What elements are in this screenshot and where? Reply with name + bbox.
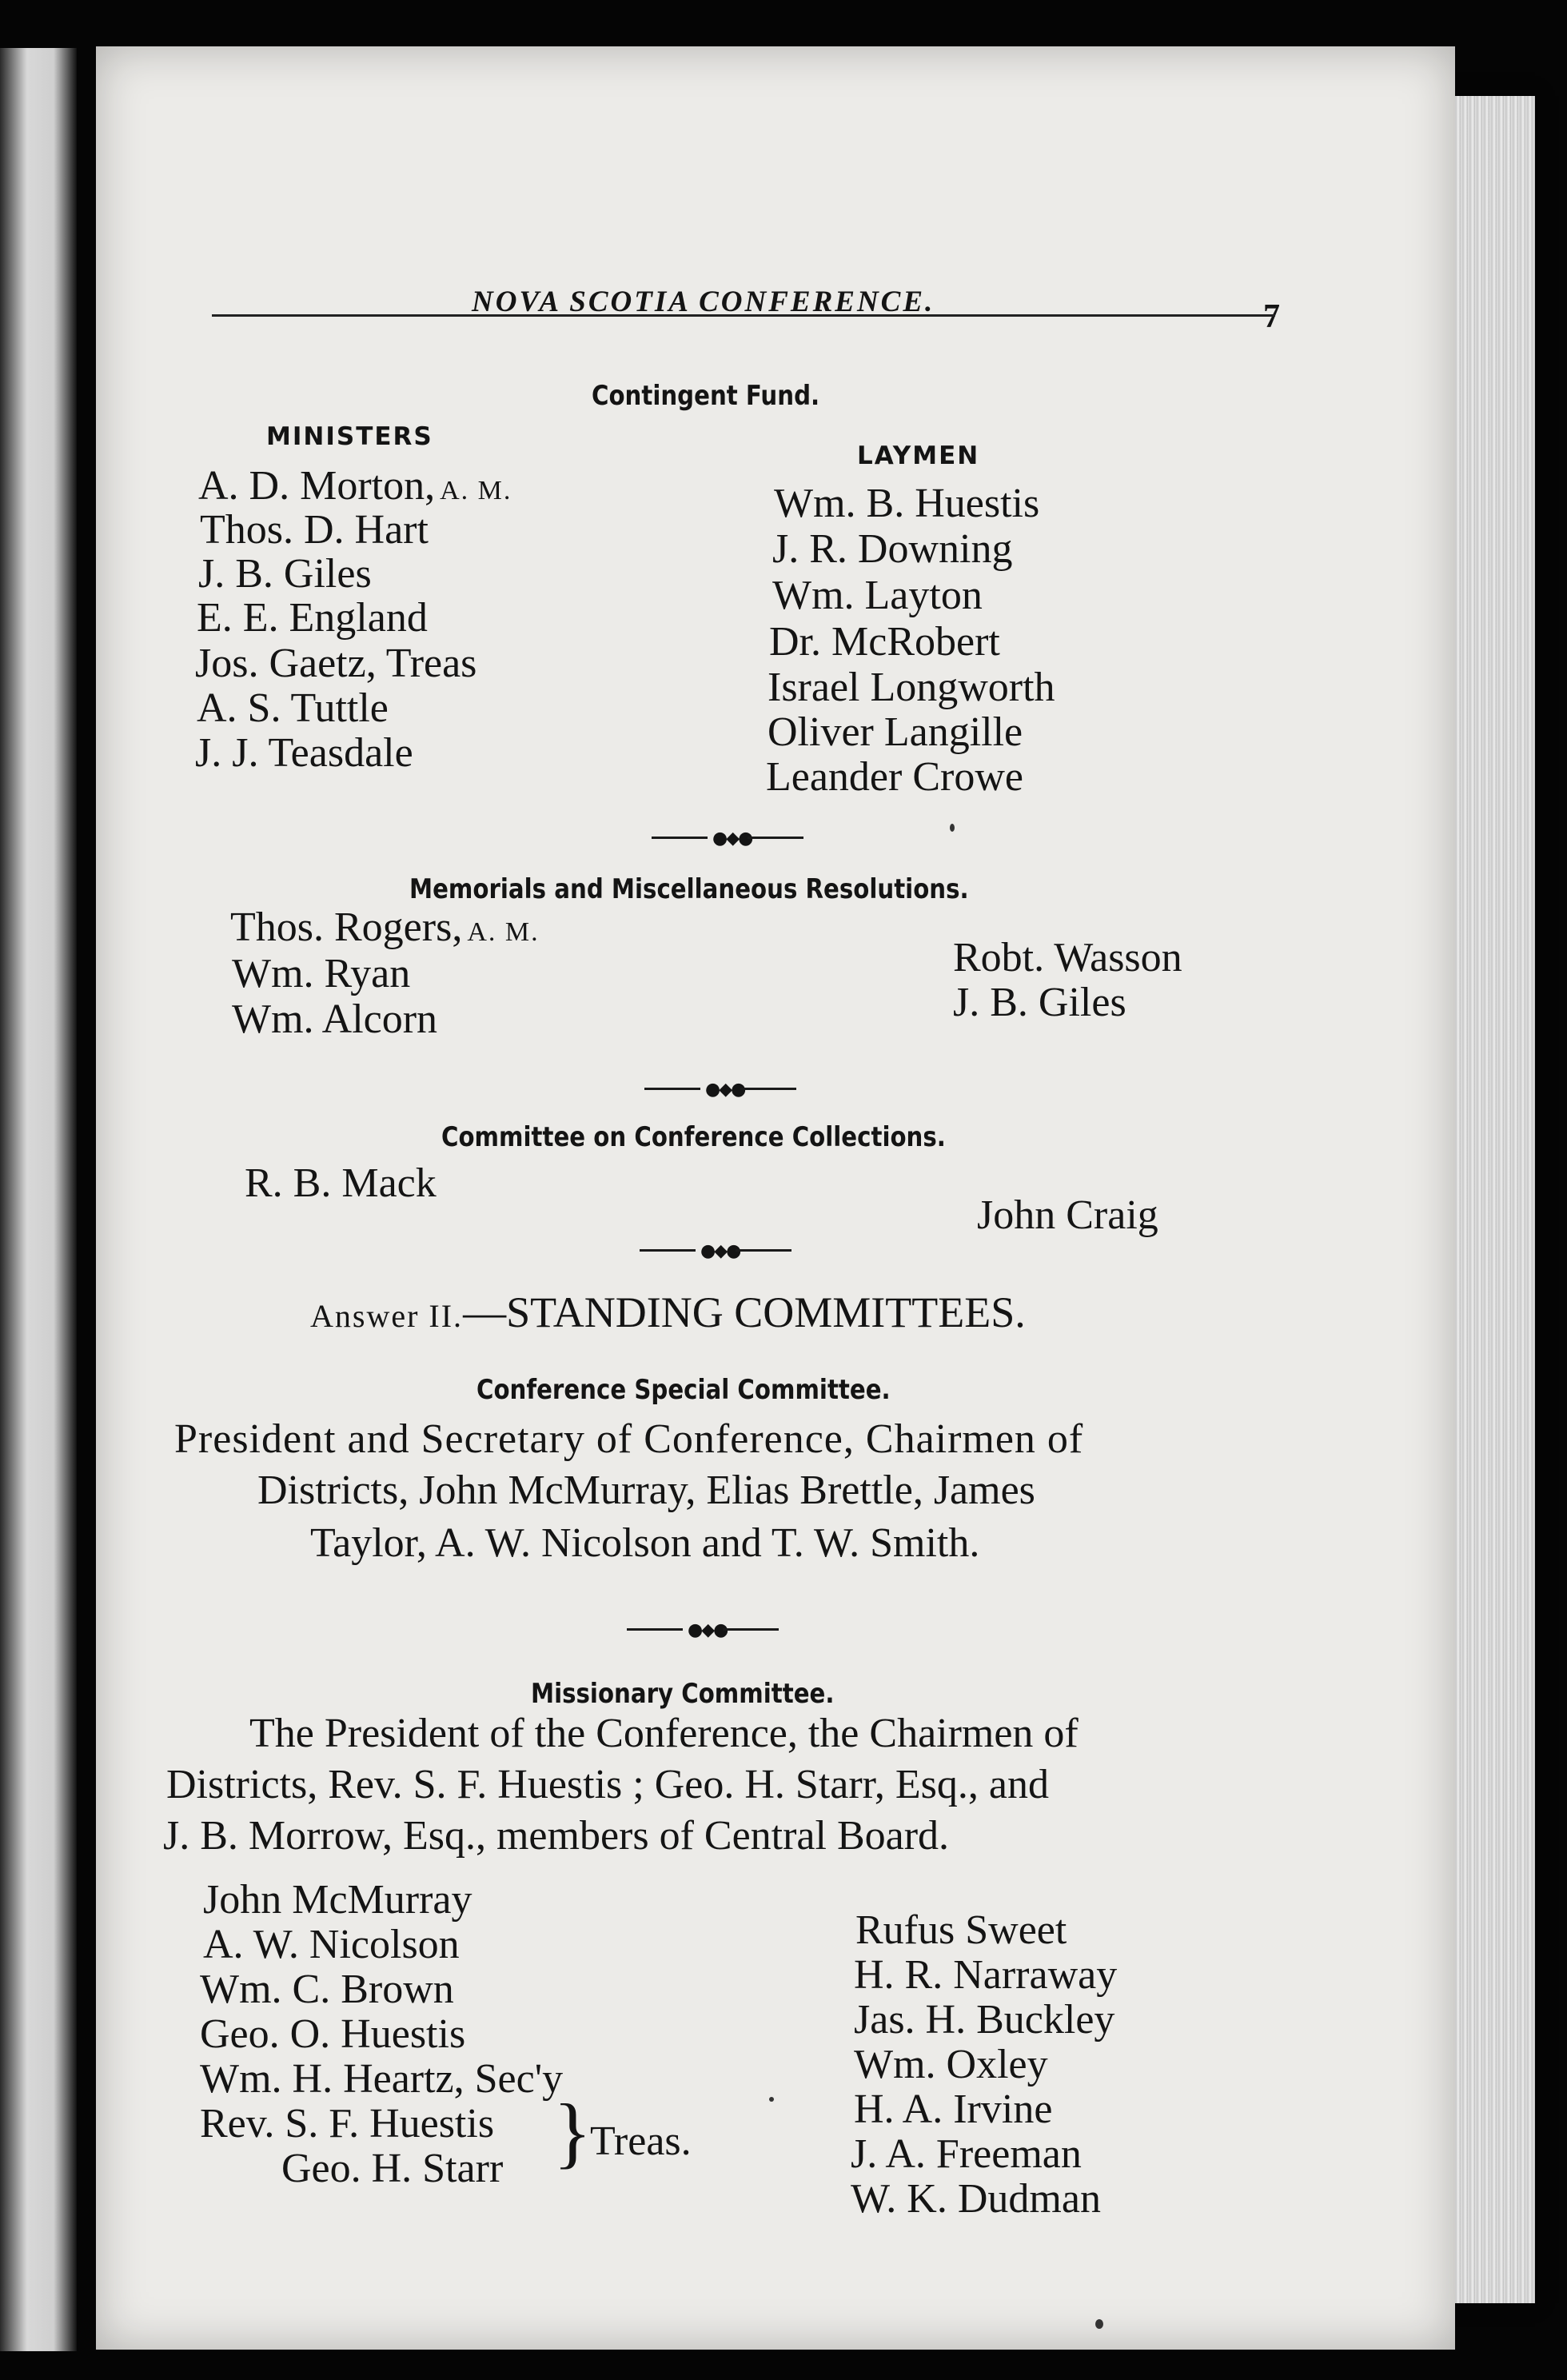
list-item: Israel Longworth <box>768 665 1055 710</box>
list-item: John Craig <box>977 1192 1158 1238</box>
list-item: Thos. Rogers, A. M. <box>230 904 540 950</box>
ornament-divider: ●◆● <box>644 1080 796 1097</box>
memorials-title: Memorials and Miscellaneous Resolutions. <box>409 873 969 905</box>
list-item: Rev. S. F. Huestis <box>200 2101 495 2146</box>
list-item: J. B. Giles <box>198 551 372 597</box>
list-item: J. R. Downing <box>772 526 1013 572</box>
paragraph-line: Districts, John McMurray, Elias Brettle, James <box>257 1468 1035 1513</box>
ornament-divider: ●◆● <box>627 1620 779 1638</box>
treas-label: Treas. <box>590 2118 692 2164</box>
paragraph-line: J. B. Morrow, Esq., members of Central Board. <box>163 1813 950 1859</box>
missionary-committee-title: Missionary Committee. <box>531 1678 835 1710</box>
ministers-label: MINISTERS <box>266 422 433 451</box>
list-item: Wm. Alcorn <box>232 996 438 1042</box>
list-item: Geo. O. Huestis <box>200 2011 466 2057</box>
list-item: Wm. Layton <box>772 573 983 618</box>
contingent-fund-title: Contingent Fund. <box>592 380 820 412</box>
ornament-divider: ●◆● <box>652 829 803 846</box>
list-item: Jos. Gaetz, Treas <box>195 641 477 686</box>
previous-page-edge <box>0 48 77 2351</box>
list-item: J. J. Teasdale <box>195 730 413 776</box>
paragraph-line: President and Secretary of Conference, Chairmen of <box>174 1416 1084 1462</box>
list-item: A. D. Morton, A. M. <box>198 463 512 509</box>
paragraph-line: Taylor, A. W. Nicolson and T. W. Smith. <box>310 1520 980 1566</box>
list-item: Oliver Langille <box>768 709 1023 755</box>
running-head: NOVA SCOTIA CONFERENCE. <box>472 286 935 318</box>
list-item: A. W. Nicolson <box>203 1922 460 1967</box>
list-item: Thos. D. Hart <box>200 507 429 553</box>
brace-glyph: } <box>553 2087 592 2176</box>
page-number: 7 <box>1263 298 1280 335</box>
collections-title: Committee on Conference Collections. <box>441 1121 946 1153</box>
list-item: A. S. Tuttle <box>197 685 389 731</box>
header-rule <box>212 314 1275 317</box>
list-item: E. E. England <box>197 595 428 641</box>
list-item: Wm. Ryan <box>232 951 411 996</box>
list-item: John McMurray <box>203 1877 472 1923</box>
list-item: H. A. Irvine <box>854 2086 1053 2132</box>
ornament-divider: ●◆● <box>640 1241 791 1259</box>
scan-speck <box>769 2097 774 2102</box>
list-item: Rufus Sweet <box>855 1907 1067 1953</box>
list-item: J. A. Freeman <box>851 2131 1082 2177</box>
list-item: Wm. H. Heartz, Sec'y <box>200 2056 564 2102</box>
list-item: Dr. McRobert <box>769 619 1000 665</box>
list-item: Robt. Wasson <box>953 935 1182 980</box>
scan-speck <box>950 824 955 832</box>
list-item: Jas. H. Buckley <box>854 1997 1115 2043</box>
list-item: W. K. Dudman <box>851 2176 1101 2222</box>
list-item: Geo. H. Starr <box>281 2146 504 2191</box>
list-item: J. B. Giles <box>953 980 1126 1025</box>
list-item: Wm. C. Brown <box>200 1967 454 2012</box>
list-item: H. R. Narraway <box>854 1952 1118 1998</box>
list-item: Leander Crowe <box>766 754 1023 800</box>
list-item: R. B. Mack <box>245 1160 437 1206</box>
paragraph-line: Districts, Rev. S. F. Huestis ; Geo. H. Starr, Esq., and <box>166 1762 1049 1807</box>
list-item: Wm. B. Huestis <box>774 481 1040 526</box>
section-heading: Answer II.—STANDING COMMITTEES. <box>310 1288 1026 1336</box>
paragraph-line: The President of the Conference, the Chairmen of <box>249 1711 1079 1756</box>
scan-speck <box>1095 2319 1103 2329</box>
laymen-label: LAYMEN <box>857 441 980 470</box>
special-committee-title: Conference Special Committee. <box>476 1374 891 1406</box>
list-item: Wm. Oxley <box>854 2042 1048 2087</box>
